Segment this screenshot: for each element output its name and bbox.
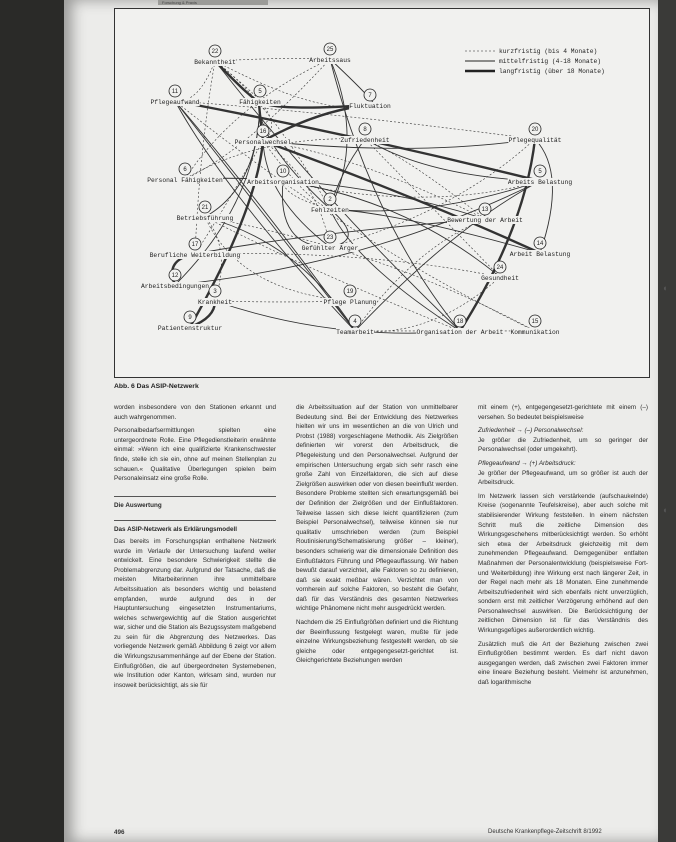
- node-label: Arbeitsbedingungen: [140, 283, 210, 290]
- node-number: 14: [536, 241, 544, 247]
- node-number: 22: [211, 49, 219, 55]
- network-node: [177, 201, 234, 222]
- node-number: 8: [363, 127, 367, 133]
- network-node: [158, 311, 223, 332]
- network-node: [302, 231, 359, 252]
- journal-footer: Deutsche Krankenpflege-Zeitschrift 8/1992: [488, 829, 602, 835]
- network-node: [510, 237, 571, 258]
- margin-mark: ◖: [662, 283, 668, 293]
- network-edge: [263, 141, 330, 247]
- paragraph: Das bereits im Forschungsplan enthaltene Netzwerk wurde im Verlaufe der Untersuchung laufend weiter entwickelt. Eine besondere Schwierigkeit stellte die Problemabgrenzung dar. Aufgrund der Tatsache, daß die meisten Mitarbeiterinnen ihre unmittelbare Arbeitssituation als besonders wichtig und belastend empfanden, wurde aufgrund des in der Hauptuntersuchung eingesetzten Instrumentariums, welches schwergewichtig auf die Station ausgerichtet war, sicher und die Station als Bezugssystem maßgebend zu sein für die Abgrenzung des Netzwerkes. Das vorliegende Netzwerk gemäß Abbildung 6 zeigt vor allem die Wirkungszusammenhänge auf der Ebene der Station. Einflußgrößen, die auf übergeordneten Systemebenen, wie Institution oder Kanton, wirksam sind, wurden nur insoweit berücksichtigt, als sie für: [114, 537, 276, 689]
- node-label: Bewertung der Arbeit: [447, 217, 523, 224]
- network-edges: [172, 58, 552, 333]
- network-edge: [195, 253, 500, 277]
- text-column-3: [478, 403, 648, 692]
- example-body: Je größer die Zufriedenheit, um so geringer der Personalwechsel (oder umgekehrt).: [478, 436, 648, 454]
- legend-label: mittelfristig (4-18 Monate): [499, 58, 602, 65]
- node-label: Teamarbeit: [336, 329, 374, 336]
- network-node: [336, 315, 374, 336]
- paragraph: Im Netzwerk lassen sich verstärkende (aufschaukelnde) Kreise (sogenannte Teufelskreise), aber auch solche mit stabilisierender Wirkung feststellen. In einem nächsten Schritt muß die zeitliche Dimension des Wirkungsgeschehens mitberücksichtigt werden. So erhöht sich etwa der Arbeitsdruck gleichzeitig mit dem zunehmenden Pflegeaufwand. Demgegenüber entfalten Maßnahmen der Personalentwicklung (beispielsweise Fort- und Weiterbildung) ihre Wirkung erst nach längerer Zeit, in der Regel nach mehr als 18 Monaten. Eine zunehmende Arbeitszufriedenheit wird sich ebenfalls nicht unverzüglich, sondern erst mit zeitlicher Verzögerung erhöhend auf den Personalwechsel auswirken. Die Berücksichtigung der zeitlichen Dimension ist für das Verständnis des Wirkungsgefüges außerordentlich wichtig.: [478, 492, 648, 635]
- node-label: Berufliche Weiterbildung: [149, 252, 241, 259]
- node-label: Betriebsführung: [176, 215, 234, 222]
- node-label: Fähigkeiten: [239, 99, 281, 106]
- node-number: 23: [326, 235, 334, 241]
- running-head-bar: [158, 0, 268, 5]
- network-edge: [263, 141, 330, 247]
- node-number: 3: [213, 289, 217, 295]
- figure-legend: [465, 48, 605, 75]
- node-number: 21: [201, 205, 209, 211]
- node-label: Fehlzeiten: [311, 207, 349, 214]
- node-number: 11: [171, 89, 179, 95]
- network-node: [141, 269, 209, 290]
- node-number: 9: [188, 315, 192, 321]
- paragraph: worden insbesondere von den Stationen erkannt und auch wahrgenommen.: [114, 404, 276, 421]
- running-head: Forschung & Praxis: [162, 0, 197, 5]
- example-heading: Pflegeaufwand → (+) Arbeitsdruck:: [478, 459, 576, 467]
- network-node: [235, 125, 292, 146]
- node-label: Arbeit Belastung: [509, 251, 571, 258]
- network-node: [323, 285, 376, 306]
- network-edge: [535, 139, 552, 253]
- example-body: Je größer der Pflegeaufwand, um so größer ist auch der Arbeitsdruck.: [478, 469, 648, 487]
- network-edge: [195, 61, 215, 254]
- node-label: Fluktuation: [349, 103, 391, 110]
- network-node: [508, 123, 561, 144]
- network-edge: [215, 61, 260, 101]
- node-number: 7: [368, 93, 372, 99]
- node-label: Gefühlter Ärger: [301, 245, 359, 252]
- network-node: [510, 315, 559, 336]
- network-node: [481, 261, 519, 282]
- node-number: 19: [346, 289, 354, 295]
- page-number: 496: [114, 829, 125, 836]
- node-number: 2: [328, 197, 332, 203]
- node-label: Kommunikation: [510, 329, 560, 336]
- node-number: 25: [326, 47, 334, 53]
- network-edge: [355, 277, 500, 332]
- section-heading: Die Auswertung: [114, 496, 276, 511]
- text-column-2: [296, 403, 458, 670]
- example-heading: Zufriedenheit → (–) Personalwechsel:: [478, 427, 584, 435]
- subsection-heading: Das ASIP-Netzwerk als Erklärungsmodell: [114, 520, 276, 535]
- network-nodes: [141, 43, 573, 336]
- paragraph: die Arbeitssituation auf der Station von unmittelbarer Bedeutung sind. Bei der Entwicklung des Netzwerkes hielten wir uns im wesentlichen an die von Ulrich und Probst (1988) vorgeschlagene Methodik. Als Zielgrößen definierten wir vorerst den Arbeitsdruck, die Pflegeleistung und den Personalwechsel. Aufgrund der empirischen Untersuchung ergab sich sehr rasch eine große Zahl von Einzelfaktoren, die sich auf diese Zielgrößen auswirken oder von diesen beeinflußt werden. Besondere Probleme stellten sich erwartungsgemäß bei der Definition der Zielgrößen und der Einflußfaktoren. Teilweise lassen sich diese leicht quantifizieren (zum Beispiel Personalwechsel), teilweise können sie nur qualitativ umschrieben werden (zum Beispiel Routinisierung/Schematisierung größer – kleiner), besonders schwierig war die dimensionale Definition des Einflußfaktors Führung und Pflegeauffassung. Wir haben bewußt darauf verzichtet, alle Faktoren so zu definieren, daß sie exakt meßbar wären. Verzichtet man von vornherein auf solche Faktoren, so besteht die Gefahr, daß für das Verständnis des gesamten Netzwerkes wichtige Phänomene nicht mehr ausgedrückt werden.: [296, 404, 458, 613]
- scan-edge: [658, 0, 676, 842]
- node-number: 4: [353, 319, 357, 325]
- node-label: Zufriedenheit: [340, 137, 390, 144]
- figure-caption: Abb. 6 Das ASIP-Netzwerk: [114, 383, 199, 390]
- node-number: 6: [183, 167, 187, 173]
- paragraph: Personalbedarfsermittlungen spielten eine untergeordnete Rolle. Eine Pflegedienstleiterin erwähnte einmal: »Wenn ich eine qualifizierte Krankenschwester finde, stelle ich sie ein, ohne auf meinen Stellenplan zu schauen.« Qualitative Überlegungen spielen beim Personaleinsatz eine große Rolle.: [114, 427, 276, 483]
- network-edge: [330, 209, 540, 253]
- node-label: Pflegequalität: [508, 137, 562, 144]
- network-node: [349, 89, 391, 110]
- node-label: Pflegeaufwand: [150, 99, 200, 106]
- network-node: [340, 123, 389, 144]
- node-number: 5: [258, 89, 262, 95]
- network-node: [147, 163, 223, 184]
- network-node: [150, 85, 199, 106]
- network-diagram: [115, 9, 649, 377]
- node-label: Krankheit: [197, 299, 233, 306]
- node-label: Bekanntheit: [194, 59, 236, 66]
- node-label: Personal Fähigkeiten: [147, 177, 223, 184]
- node-number: 16: [259, 129, 267, 135]
- node-label: Arbeitssaus: [309, 57, 351, 64]
- margin-mark: ◖: [662, 505, 668, 515]
- node-number: 10: [279, 169, 287, 175]
- node-label: Arbeits Belastung: [507, 179, 573, 186]
- node-label: Personalwechsel: [234, 139, 292, 146]
- network-node: [309, 43, 351, 64]
- node-label: Arbeitsorganisation: [247, 179, 319, 186]
- node-number: 15: [531, 319, 539, 325]
- node-number: 18: [456, 319, 464, 325]
- paragraph: Nachdem die 25 Einflußgrößen definiert und die Richtung der Beeinflussung festgelegt waren, mußte für jede einzelne Wirkungsbeziehung festgestellt werden, ob sie gleiche oder entgegengesetzt-gerichtet ist. Gleichgerichtete Beziehungen werden: [296, 619, 458, 665]
- node-number: 13: [481, 207, 489, 213]
- node-number: 20: [531, 127, 539, 133]
- network-node: [194, 45, 236, 66]
- node-label: Organisation der Arbeit: [416, 329, 504, 336]
- network-node: [447, 203, 523, 224]
- paragraph: Zusätzlich muß die Art der Beziehung zwischen zwei Einflußgrößen bestimmt werden. Es darf nicht davon ausgegangen werden, daß zwischen zwei Faktoren immer eine lineare Beziehung besteht. Vielmehr ist anzunehmen, daß logarithmische: [478, 640, 648, 687]
- network-edge: [175, 61, 215, 101]
- node-label: Pflege Planung: [323, 299, 377, 306]
- node-label: Patientenstruktur: [157, 325, 223, 332]
- network-node: [416, 315, 503, 336]
- node-number: 17: [191, 242, 199, 248]
- text-column-1: [114, 403, 276, 694]
- node-number: 12: [171, 273, 179, 279]
- node-number: 5: [538, 169, 542, 175]
- legend-label: langfristig (über 18 Monate): [499, 68, 605, 75]
- node-number: 24: [496, 265, 504, 271]
- figure-asip-network: [114, 8, 650, 378]
- legend-label: kurzfristig (bis 4 Monate): [499, 48, 598, 55]
- node-label: Gesundheit: [481, 275, 519, 282]
- paragraph: mit einem (+), entgegengesetzt-gerichtete mit einem (–) versehen. So bedeutet beispielsweise: [478, 404, 648, 421]
